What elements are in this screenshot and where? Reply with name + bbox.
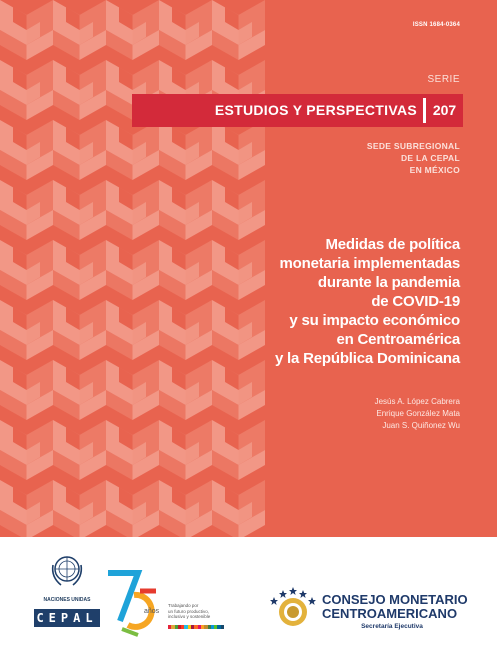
sede-line: DE LA CEPAL [400,153,460,163]
document-title [275,235,460,368]
series-band [132,94,463,127]
sede-line: SEDE SUBREGIONAL [366,141,460,151]
un-emblem-icon [47,551,87,591]
title-line: en Centroamérica [336,331,460,348]
anniversary-tagline [168,603,223,620]
cmca-emblem-icon [268,585,318,635]
author-name: Enrique González Mata [376,409,460,418]
author-name: Jesús A. López Cabrera [374,397,460,406]
cmca-name [322,593,468,621]
series-number: 207 [432,102,457,118]
sdg-color-strip [168,625,224,629]
footer-logos [0,537,497,650]
series-name: ESTUDIOS Y PERSPECTIVAS [214,102,417,118]
cmca-name-line: CONSEJO MONETARIO [322,592,468,607]
cmca-subtitle: Secretaría Ejecutiva [361,623,423,630]
tagline-line: un futuro productivo, [168,608,210,614]
title-line: durante la pandemia [317,274,460,291]
cepal-logo: CEPAL [34,609,100,627]
sede-block [367,140,460,176]
cmca-name-line: CENTROAMERICANO [322,606,458,621]
geometric-pattern [0,0,265,537]
title-line: Medidas de política [325,236,460,253]
sede-line: EN MÉXICO [409,165,460,175]
tagline-line: Trabajando por [168,603,199,608]
cepal-75-logo [104,569,164,639]
title-line: y la República Dominicana [274,350,460,367]
title-line: de COVID-19 [371,293,460,310]
title-line: y su impacto económico [289,312,460,329]
issn-number: ISSN 1684-0364 [412,22,460,28]
title-line: monetaria implementadas [279,255,460,272]
author-name: Juan S. Quiñonez Wu [382,421,460,430]
anniversary-word: años [144,608,160,615]
authors-block [375,396,460,432]
tagline-line: inclusivo y sostenible [168,614,211,619]
serie-label: SERIE [427,74,460,85]
un-label: NACIONES UNIDAS [43,597,91,603]
